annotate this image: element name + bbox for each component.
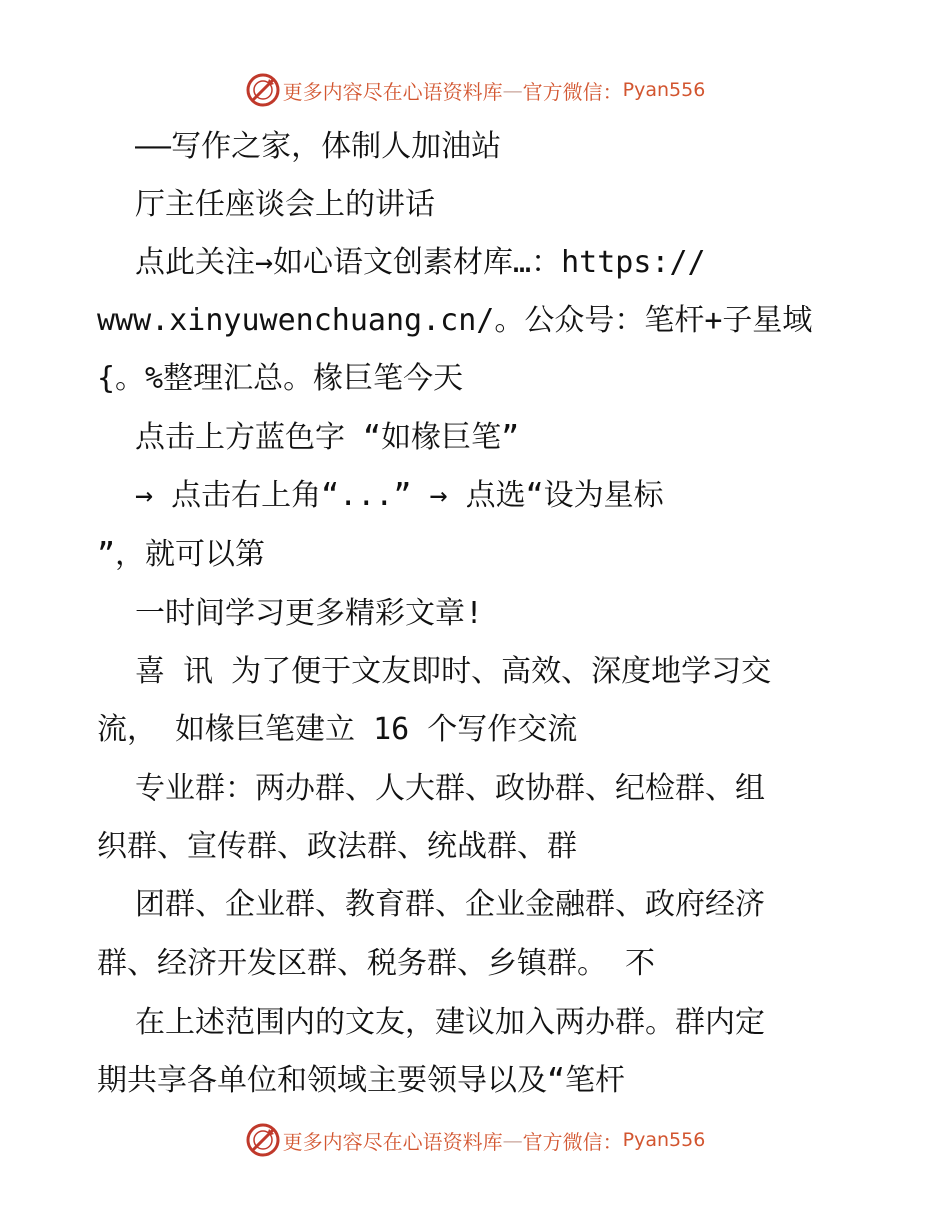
watermark-label: 官方微信： [522,1129,623,1154]
header-watermark [0,70,950,110]
body-line: {。%整理汇总。椽巨笔今天 [97,361,464,396]
body-line: 期共享各单位和领域主要领导以及“笔杆 [97,1063,626,1098]
body-line: www.xinyuwenchuang.cn/。公众号：笔杆+子星域 [97,303,813,338]
body-line: 织群、宣传群、政法群、统战群、群 [97,829,577,864]
watermark-separator: — [502,78,523,102]
watermark-label: 官方微信： [522,79,623,104]
pen-seal-logo-icon [245,72,281,108]
pen-seal-logo-icon [245,1122,281,1158]
body-line: ——写作之家，体制人加油站 [135,129,502,164]
body-line: 点此关注→如心语文创素材库…：https:// [135,245,706,280]
watermark-text: 更多内容尽在心语资料库 [282,79,503,104]
watermark-brand: Pyan556 [622,1129,706,1151]
body-line: 厅主任座谈会上的讲话 [135,187,435,222]
footer-watermark [0,1120,950,1160]
body-line: 团群、企业群、教育群、企业金融群、政府经济 [135,887,765,922]
body-line: 点击上方蓝色字 “如椽巨笔” [135,420,520,455]
body-line: → 点击右上角“...” → 点选“设为星标 [135,478,664,513]
body-line: 喜 讯 为了便于文友即时、高效、深度地学习交 [135,654,772,689]
watermark-separator: — [502,1128,523,1152]
body-line: ”，就可以第 [97,537,266,572]
watermark-text: 更多内容尽在心语资料库 [282,1129,503,1154]
watermark-brand: Pyan556 [622,79,706,101]
body-line: 流， 如椽巨笔建立 16 个写作交流 [97,712,578,747]
body-line: 在上述范围内的文友，建议加入两办群。群内定 [135,1005,765,1040]
body-line: 一时间学习更多精彩文章! [135,596,484,631]
body-line: 群、经济开发区群、税务群、乡镇群。 不 [97,946,656,981]
body-line: 专业群：两办群、人大群、政协群、纪检群、组 [135,771,765,806]
